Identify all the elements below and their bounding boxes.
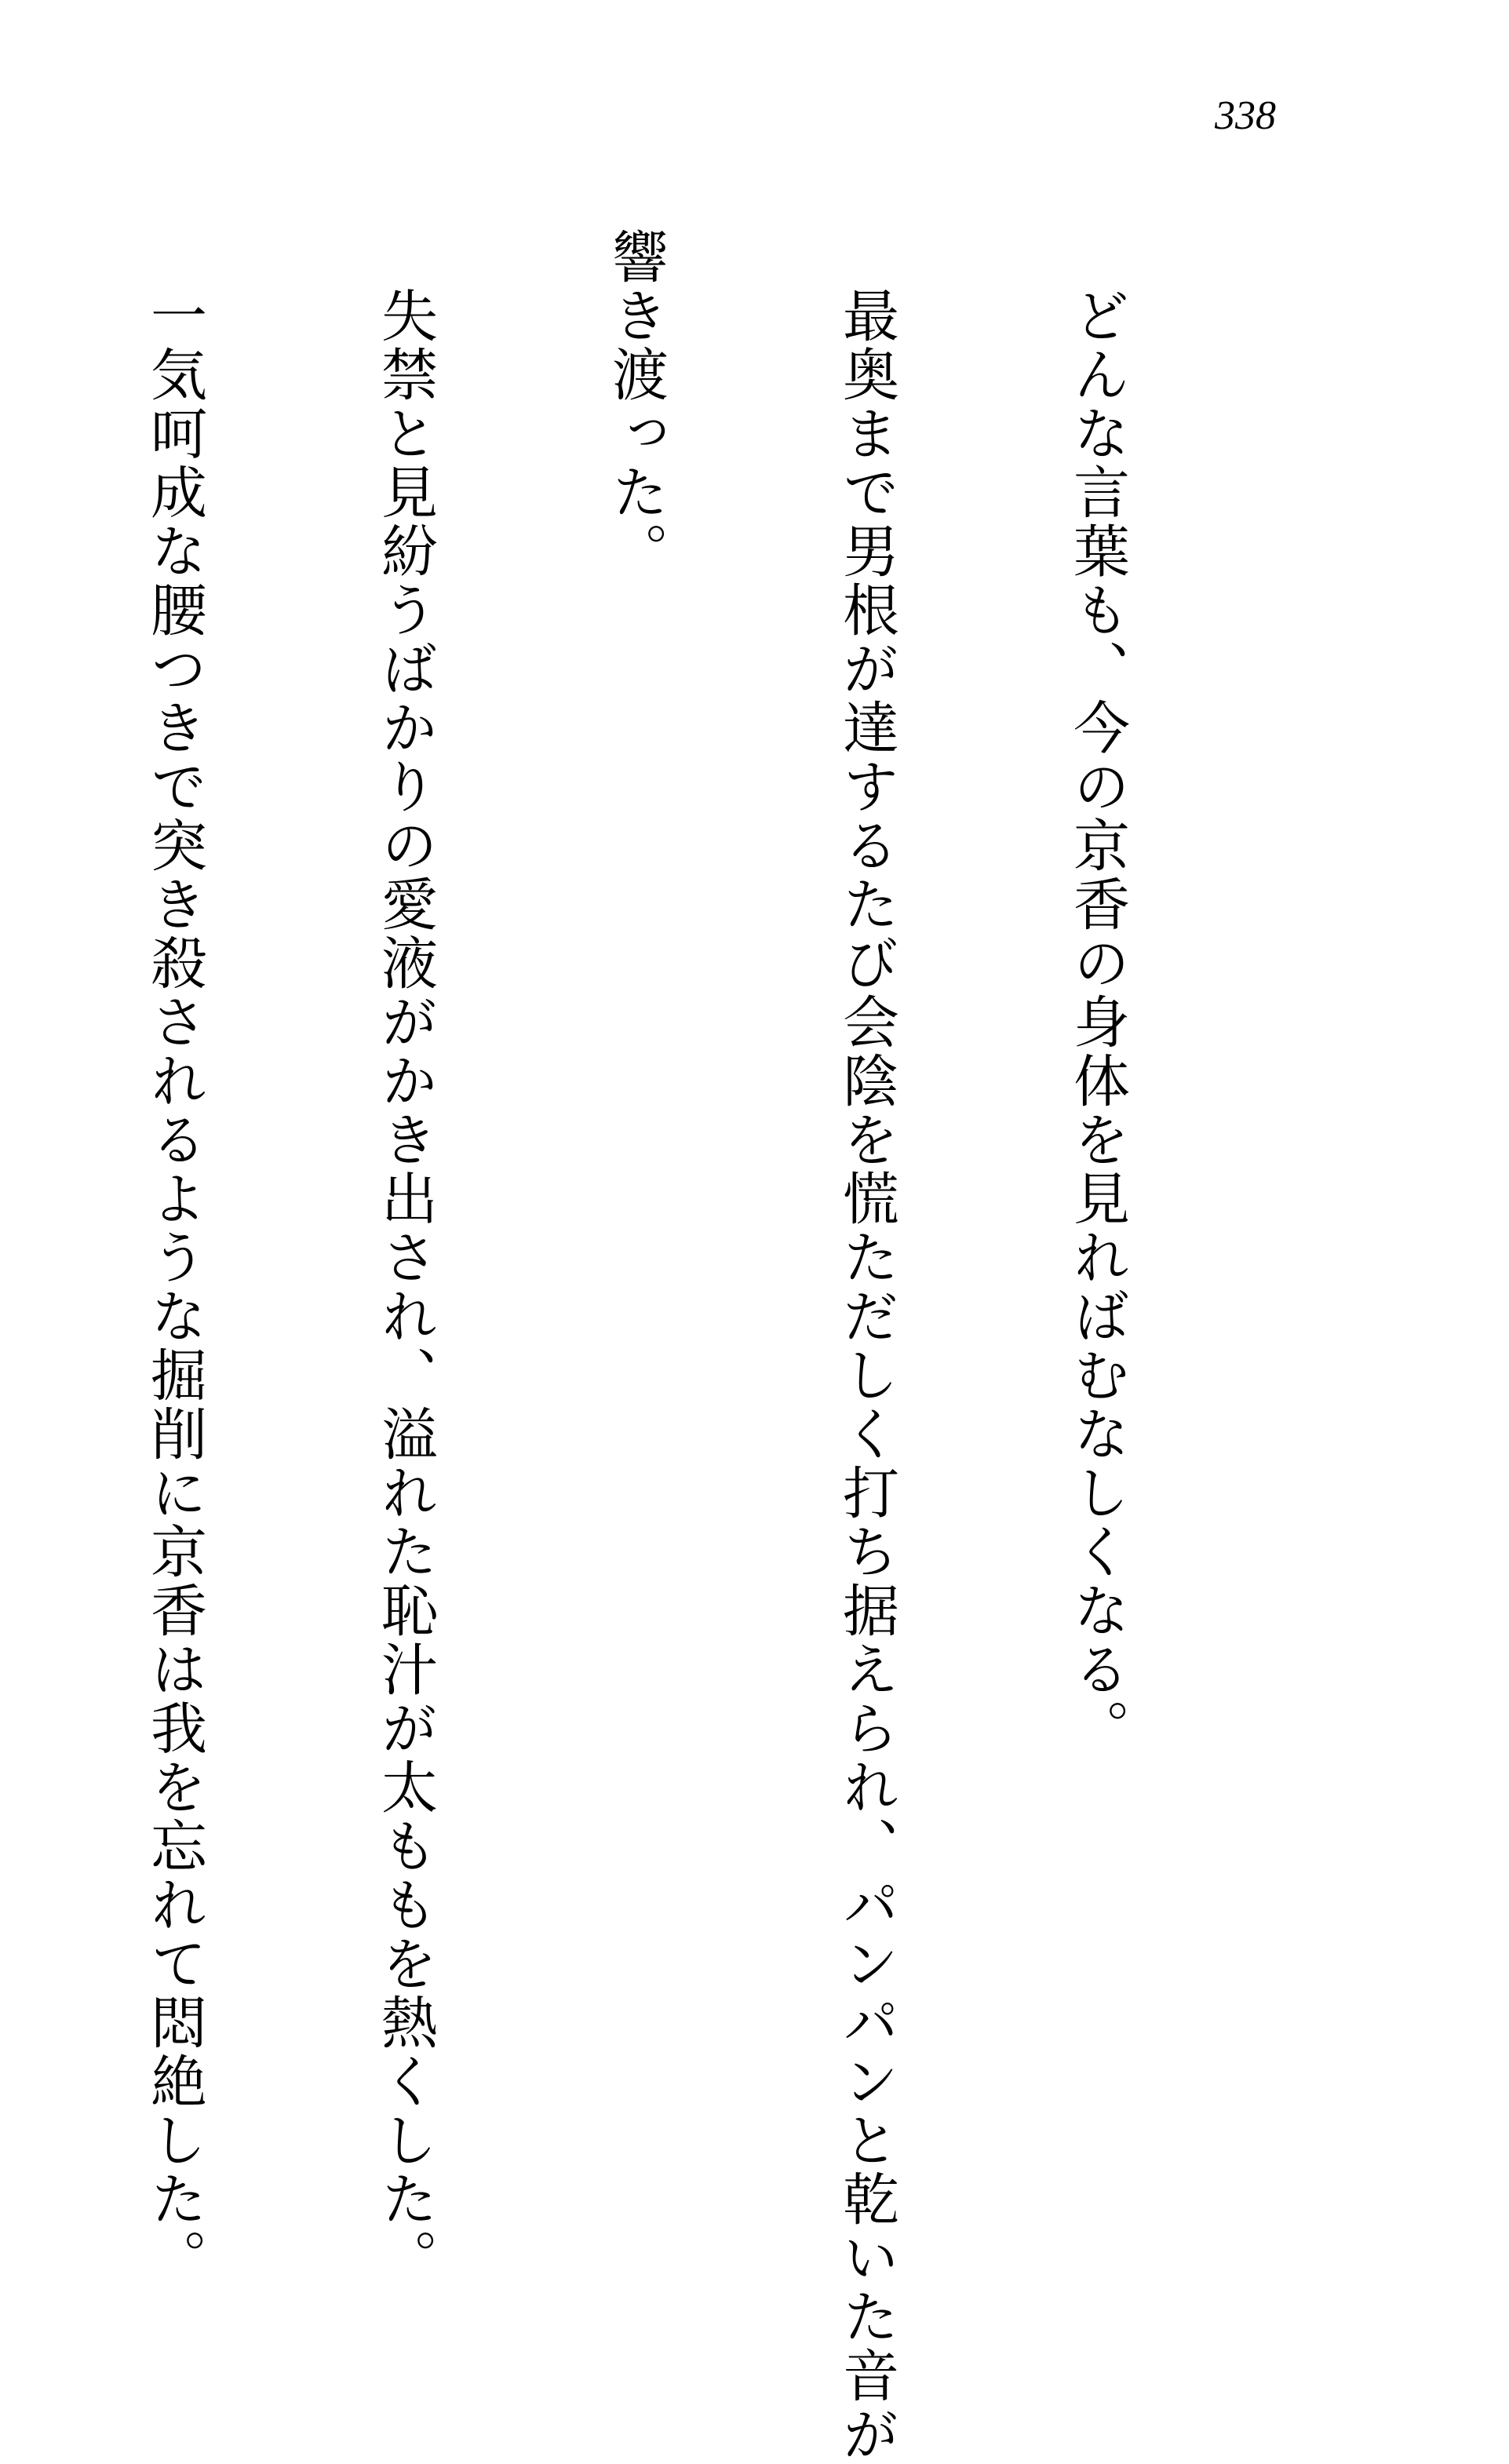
page-number: 338: [1215, 93, 1276, 138]
text-line: 失禁と見紛うばかりの愛液がかき出され、溢れた恥汁が太ももを熱くした。: [372, 228, 438, 2287]
text-line: 響き渡った。: [603, 228, 669, 581]
text-line: 一気呵成な腰つきで突き殺されるような掘削に京香は我を忘れて悶絶した。: [141, 228, 207, 2287]
text-line: どんな言葉も、今の京香の身体を見ればむなしくなる。: [1064, 228, 1130, 1758]
text-line: 最奥まで男根が達するたび会陰を慌ただしく打ち据えられ、パンパンと乾いた音が: [833, 228, 899, 2464]
body-text: [0, 228, 1289, 2464]
